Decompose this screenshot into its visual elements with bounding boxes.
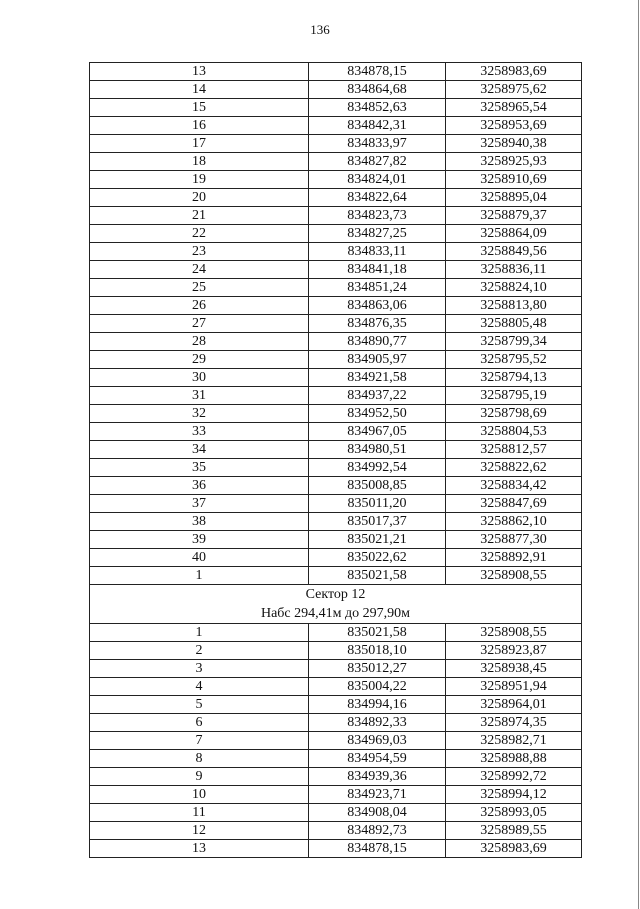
table-row	[90, 678, 582, 696]
x-coordinate-cell: 835004,22	[309, 678, 446, 696]
table-row	[90, 441, 582, 459]
y-coordinate-cell: 3258804,53	[446, 423, 582, 441]
point-number-cell: 38	[90, 513, 309, 531]
y-coordinate-cell: 3258795,52	[446, 351, 582, 369]
y-coordinate-cell: 3258994,12	[446, 786, 582, 804]
page-number: 136	[310, 22, 330, 37]
point-number-cell: 19	[90, 171, 309, 189]
table-row	[90, 624, 582, 642]
sector-subtitle: Набс 294,41м до 297,90м	[90, 604, 582, 624]
table-row	[90, 804, 582, 822]
y-coordinate-cell: 3258805,48	[446, 315, 582, 333]
y-coordinate-cell: 3258892,91	[446, 549, 582, 567]
y-coordinate-cell: 3258834,42	[446, 477, 582, 495]
x-coordinate-cell: 834890,77	[309, 333, 446, 351]
y-coordinate-cell: 3258908,55	[446, 567, 582, 585]
point-number-cell: 17	[90, 135, 309, 153]
point-number-cell: 25	[90, 279, 309, 297]
point-number-cell: 10	[90, 786, 309, 804]
y-coordinate-cell: 3258836,11	[446, 261, 582, 279]
y-coordinate-cell: 3258965,54	[446, 99, 582, 117]
x-coordinate-cell: 835012,27	[309, 660, 446, 678]
point-number-cell: 2	[90, 642, 309, 660]
table-row	[90, 333, 582, 351]
table-row	[90, 153, 582, 171]
x-coordinate-cell: 834823,73	[309, 207, 446, 225]
table-row	[90, 786, 582, 804]
y-coordinate-cell: 3258813,80	[446, 297, 582, 315]
x-coordinate-cell: 834851,24	[309, 279, 446, 297]
x-coordinate-cell: 834892,73	[309, 822, 446, 840]
x-coordinate-cell: 834954,59	[309, 750, 446, 768]
y-coordinate-cell: 3258951,94	[446, 678, 582, 696]
table-row	[90, 387, 582, 405]
table-row	[90, 696, 582, 714]
x-coordinate-cell: 835018,10	[309, 642, 446, 660]
y-coordinate-cell: 3258992,72	[446, 768, 582, 786]
coordinates-table-top	[90, 63, 582, 585]
y-coordinate-cell: 3258982,71	[446, 732, 582, 750]
sector-title-row	[90, 585, 582, 605]
y-coordinate-cell: 3258938,45	[446, 660, 582, 678]
table-row	[90, 549, 582, 567]
table-row	[90, 225, 582, 243]
table-row	[90, 351, 582, 369]
y-coordinate-cell: 3258795,19	[446, 387, 582, 405]
x-coordinate-cell: 834967,05	[309, 423, 446, 441]
x-coordinate-cell: 834842,31	[309, 117, 446, 135]
table-row	[90, 822, 582, 840]
sector-title: Сектор 12	[90, 585, 582, 605]
table-row	[90, 567, 582, 585]
table-row	[90, 750, 582, 768]
coordinates-table-bottom	[90, 624, 582, 858]
table-row	[90, 495, 582, 513]
point-number-cell: 18	[90, 153, 309, 171]
table-row	[90, 99, 582, 117]
point-number-cell: 24	[90, 261, 309, 279]
y-coordinate-cell: 3258953,69	[446, 117, 582, 135]
point-number-cell: 32	[90, 405, 309, 423]
x-coordinate-cell: 834952,50	[309, 405, 446, 423]
table-row	[90, 405, 582, 423]
x-coordinate-cell: 834841,18	[309, 261, 446, 279]
y-coordinate-cell: 3258983,69	[446, 63, 582, 81]
y-coordinate-cell: 3258940,38	[446, 135, 582, 153]
x-coordinate-cell: 834864,68	[309, 81, 446, 99]
y-coordinate-cell: 3258864,09	[446, 225, 582, 243]
x-coordinate-cell: 834892,33	[309, 714, 446, 732]
y-coordinate-cell: 3258908,55	[446, 624, 582, 642]
table-row	[90, 369, 582, 387]
table-row	[90, 459, 582, 477]
table-row	[90, 207, 582, 225]
table-row	[90, 63, 582, 81]
x-coordinate-cell: 834908,04	[309, 804, 446, 822]
y-coordinate-cell: 3258794,13	[446, 369, 582, 387]
y-coordinate-cell: 3258964,01	[446, 696, 582, 714]
point-number-cell: 7	[90, 732, 309, 750]
y-coordinate-cell: 3258974,35	[446, 714, 582, 732]
table-row	[90, 243, 582, 261]
y-coordinate-cell: 3258862,10	[446, 513, 582, 531]
x-coordinate-cell: 834939,36	[309, 768, 446, 786]
y-coordinate-cell: 3258895,04	[446, 189, 582, 207]
table-row	[90, 660, 582, 678]
point-number-cell: 40	[90, 549, 309, 567]
table-row	[90, 513, 582, 531]
x-coordinate-cell: 835017,37	[309, 513, 446, 531]
page-edge	[638, 0, 639, 909]
point-number-cell: 1	[90, 567, 309, 585]
x-coordinate-cell: 834937,22	[309, 387, 446, 405]
y-coordinate-cell: 3258877,30	[446, 531, 582, 549]
table-row	[90, 297, 582, 315]
point-number-cell: 11	[90, 804, 309, 822]
point-number-cell: 39	[90, 531, 309, 549]
point-number-cell: 26	[90, 297, 309, 315]
x-coordinate-cell: 834992,54	[309, 459, 446, 477]
y-coordinate-cell: 3258988,88	[446, 750, 582, 768]
y-coordinate-cell: 3258989,55	[446, 822, 582, 840]
point-number-cell: 22	[90, 225, 309, 243]
point-number-cell: 23	[90, 243, 309, 261]
x-coordinate-cell: 834827,82	[309, 153, 446, 171]
table-row	[90, 768, 582, 786]
point-number-cell: 28	[90, 333, 309, 351]
y-coordinate-cell: 3258847,69	[446, 495, 582, 513]
x-coordinate-cell: 834923,71	[309, 786, 446, 804]
y-coordinate-cell: 3258798,69	[446, 405, 582, 423]
point-number-cell: 21	[90, 207, 309, 225]
table-row	[90, 732, 582, 750]
x-coordinate-cell: 834994,16	[309, 696, 446, 714]
table-row	[90, 135, 582, 153]
point-number-cell: 31	[90, 387, 309, 405]
sector-subtitle-row	[90, 604, 582, 624]
table-row	[90, 423, 582, 441]
x-coordinate-cell: 834980,51	[309, 441, 446, 459]
x-coordinate-cell: 834822,64	[309, 189, 446, 207]
sector-header	[90, 585, 582, 624]
x-coordinate-cell: 835008,85	[309, 477, 446, 495]
point-number-cell: 13	[90, 63, 309, 81]
x-coordinate-cell: 835021,58	[309, 624, 446, 642]
y-coordinate-cell: 3258879,37	[446, 207, 582, 225]
point-number-cell: 35	[90, 459, 309, 477]
y-coordinate-cell: 3258983,69	[446, 840, 582, 858]
point-number-cell: 12	[90, 822, 309, 840]
point-number-cell: 14	[90, 81, 309, 99]
x-coordinate-cell: 834876,35	[309, 315, 446, 333]
table-row	[90, 315, 582, 333]
y-coordinate-cell: 3258824,10	[446, 279, 582, 297]
x-coordinate-cell: 834878,15	[309, 840, 446, 858]
y-coordinate-cell: 3258822,62	[446, 459, 582, 477]
y-coordinate-cell: 3258812,57	[446, 441, 582, 459]
y-coordinate-cell: 3258799,34	[446, 333, 582, 351]
point-number-cell: 5	[90, 696, 309, 714]
table-row	[90, 477, 582, 495]
point-number-cell: 29	[90, 351, 309, 369]
point-number-cell: 16	[90, 117, 309, 135]
y-coordinate-cell: 3258925,93	[446, 153, 582, 171]
point-number-cell: 36	[90, 477, 309, 495]
point-number-cell: 37	[90, 495, 309, 513]
point-number-cell: 27	[90, 315, 309, 333]
coordinates-table	[89, 62, 582, 858]
y-coordinate-cell: 3258849,56	[446, 243, 582, 261]
y-coordinate-cell: 3258923,87	[446, 642, 582, 660]
x-coordinate-cell: 834824,01	[309, 171, 446, 189]
x-coordinate-cell: 834827,25	[309, 225, 446, 243]
x-coordinate-cell: 835021,58	[309, 567, 446, 585]
point-number-cell: 6	[90, 714, 309, 732]
x-coordinate-cell: 834905,97	[309, 351, 446, 369]
table-row	[90, 531, 582, 549]
table-row	[90, 714, 582, 732]
point-number-cell: 34	[90, 441, 309, 459]
table-row	[90, 261, 582, 279]
x-coordinate-cell: 834852,63	[309, 99, 446, 117]
y-coordinate-cell: 3258993,05	[446, 804, 582, 822]
table-row	[90, 81, 582, 99]
point-number-cell: 9	[90, 768, 309, 786]
x-coordinate-cell: 835022,62	[309, 549, 446, 567]
x-coordinate-cell: 834833,97	[309, 135, 446, 153]
table-row	[90, 189, 582, 207]
point-number-cell: 1	[90, 624, 309, 642]
table-row	[90, 642, 582, 660]
point-number-cell: 20	[90, 189, 309, 207]
x-coordinate-cell: 834878,15	[309, 63, 446, 81]
x-coordinate-cell: 834921,58	[309, 369, 446, 387]
x-coordinate-cell: 835011,20	[309, 495, 446, 513]
point-number-cell: 4	[90, 678, 309, 696]
point-number-cell: 3	[90, 660, 309, 678]
point-number-cell: 15	[90, 99, 309, 117]
point-number-cell: 30	[90, 369, 309, 387]
y-coordinate-cell: 3258910,69	[446, 171, 582, 189]
x-coordinate-cell: 835021,21	[309, 531, 446, 549]
point-number-cell: 8	[90, 750, 309, 768]
x-coordinate-cell: 834833,11	[309, 243, 446, 261]
point-number-cell: 13	[90, 840, 309, 858]
table-row	[90, 171, 582, 189]
point-number-cell: 33	[90, 423, 309, 441]
table-row	[90, 840, 582, 858]
y-coordinate-cell: 3258975,62	[446, 81, 582, 99]
x-coordinate-cell: 834863,06	[309, 297, 446, 315]
x-coordinate-cell: 834969,03	[309, 732, 446, 750]
table-row	[90, 117, 582, 135]
table-row	[90, 279, 582, 297]
